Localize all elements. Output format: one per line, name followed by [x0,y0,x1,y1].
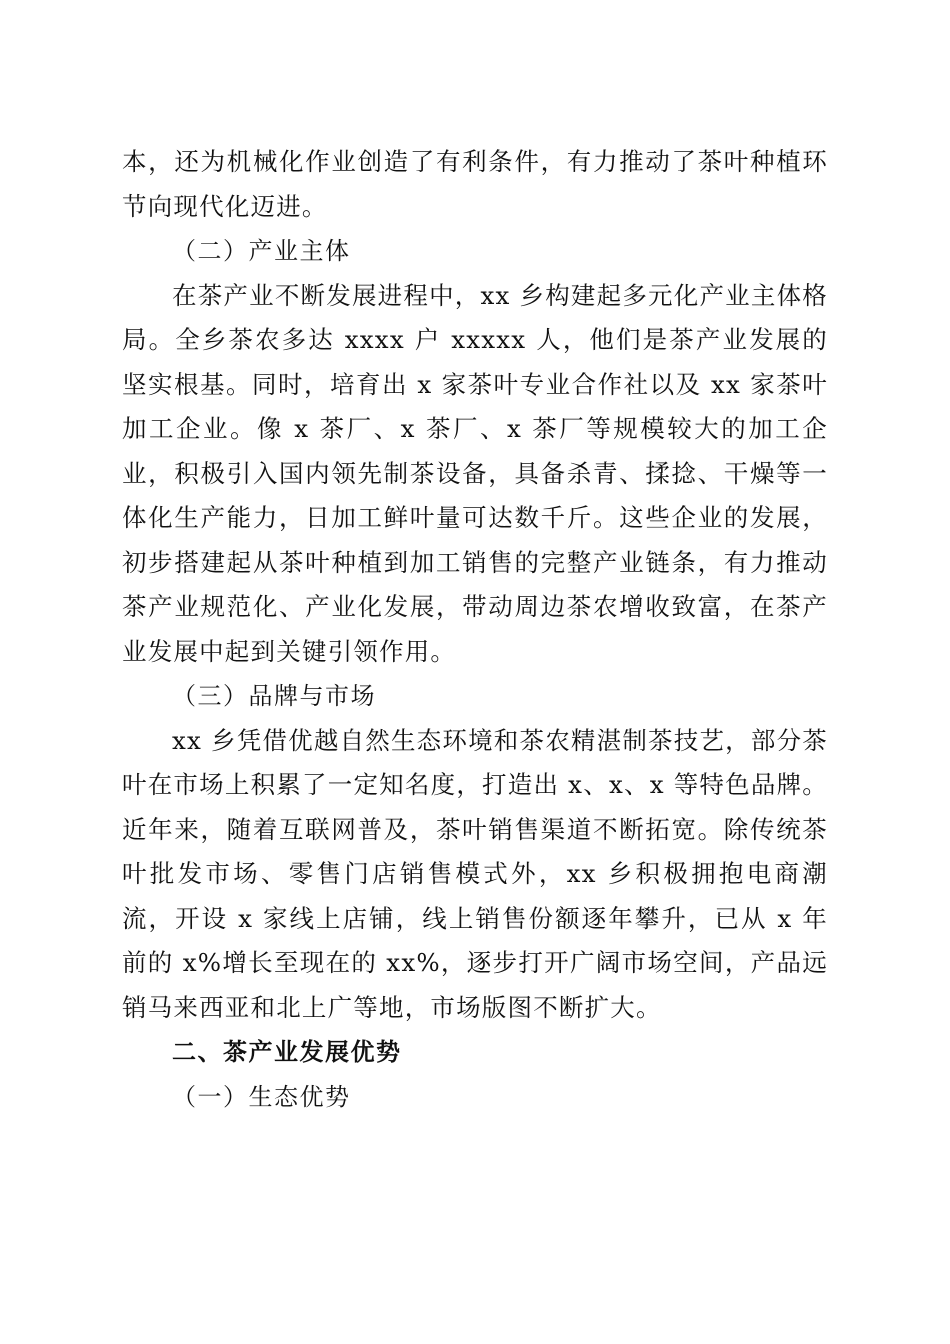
part-heading-advantages: 二、茶产业发展优势 [172,1038,402,1066]
document-body [122,140,828,1119]
paragraph-brand-market: xx 乡凭借优越自然生态环境和茶农精湛制茶技艺，部分茶叶在市场上积累了一定知名度，打造出 x、x、x 等特色品牌。近年来，随着互联网普及，茶叶销售渠道不断拓宽。除传统茶叶批发市场、零售门店销售模式外，xx 乡积极拥抱电商潮流，开设 x 家线上店铺，线上销售份额逐年攀升，已从 x 年前的 x%增长至现在的 xx%，逐步打开广阔市场空间，产品远销马来西亚和北上广等地，市场版图不断扩大。 [122,725,828,1022]
paragraph-industry-entities: 在茶产业不断发展进程中，xx 乡构建起多元化产业主体格局。全乡茶农多达 xxxx 户 xxxxx 人，他们是茶产业发展的坚实根基。同时，培育出 x 家茶叶专业合作社以及 xx 家茶叶加工企业。像 x 茶厂、x 茶厂、x 茶厂等规模较大的加工企业，积极引入国内领先制茶设备，具备杀青、揉捻、干燥等一体化生产能力，日加工鲜叶量可达数千斤。这些企业的发展，初步搭建起从茶叶种植到加工销售的完整产业链条，有力推动茶产业规范化、产业化发展，带动周边茶农增收致富，在茶产业发展中起到关键引领作用。 [122,280,828,666]
paragraph-continuation: 本，还为机械化作业创造了有利条件，有力推动了茶叶种植环节向现代化迈进。 [122,147,828,221]
section-heading-industry-entities: （二）产业主体 [172,237,351,265]
section-heading-ecological-advantage: （一）生态优势 [172,1082,351,1111]
section-heading-brand-market: （三）品牌与市场 [172,682,376,710]
